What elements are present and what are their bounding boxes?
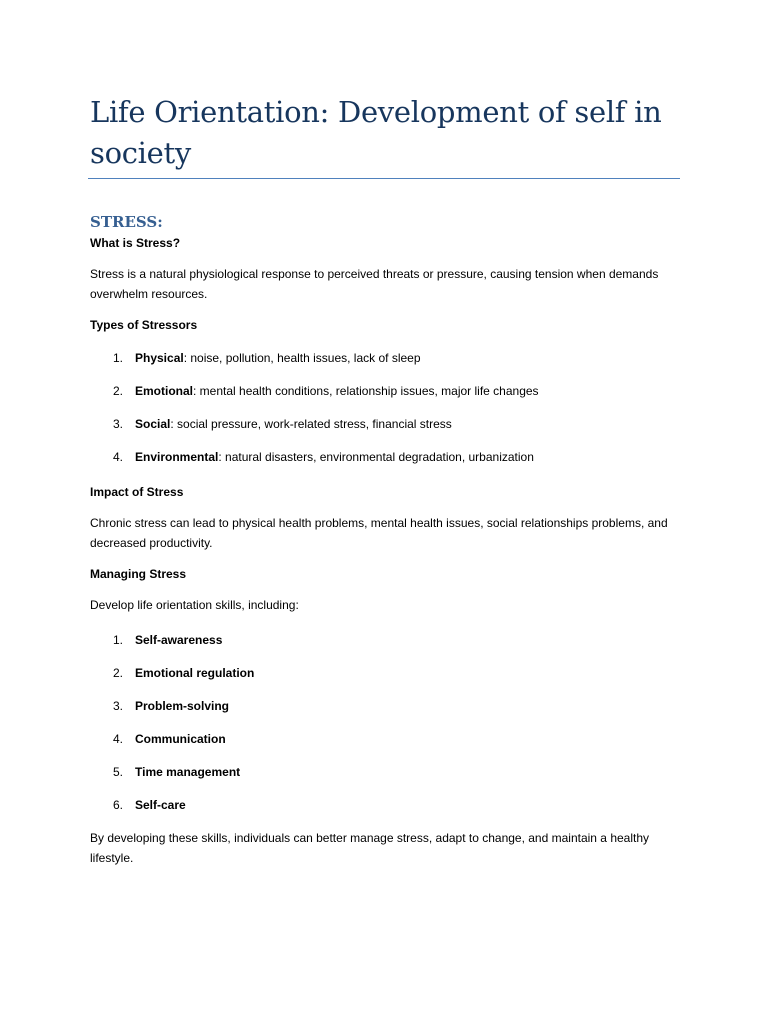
list-term: Social — [135, 417, 171, 431]
list-item — [90, 632, 680, 648]
list-item — [90, 731, 680, 747]
list-item — [90, 665, 680, 681]
list-term: Self-awareness — [135, 633, 223, 647]
list-number: 3. — [113, 417, 124, 431]
managing-intro: Develop life orientation skills, including: — [90, 598, 299, 612]
list-term: Self-care — [135, 798, 186, 812]
stress-definition: Stress is a natural physiological response to perceived threats or pressure, causing tension when demands overwhelm resources. — [90, 267, 659, 301]
list-number: 2. — [113, 666, 124, 680]
section-heading-stress: STRESS: — [90, 213, 163, 231]
skills-list — [90, 632, 680, 813]
list-item — [90, 449, 680, 465]
document-title: Life Orientation: Development of self in society — [90, 95, 662, 170]
list-description: : mental health conditions, relationship issues, major life changes — [193, 384, 539, 398]
list-number: 1. — [113, 633, 124, 647]
list-number: 1. — [113, 351, 124, 365]
list-number: 3. — [113, 699, 124, 713]
list-item — [90, 350, 680, 366]
list-description: : natural disasters, environmental degradation, urbanization — [218, 450, 534, 464]
stressor-types-list — [90, 350, 680, 465]
list-item — [90, 416, 680, 432]
list-item — [90, 764, 680, 780]
list-item — [90, 383, 680, 399]
subheading-impact-of-stress: Impact of Stress — [90, 485, 184, 499]
list-description: : noise, pollution, health issues, lack of sleep — [183, 351, 421, 365]
list-item — [90, 698, 680, 714]
list-term: Emotional regulation — [135, 666, 255, 680]
list-term: Time management — [135, 765, 241, 779]
list-number: 2. — [113, 384, 124, 398]
list-term: Emotional — [135, 384, 194, 398]
document-page — [90, 92, 680, 868]
impact-text: Chronic stress can lead to physical health problems, mental health issues, social relationships problems, and decreased productivity. — [90, 516, 668, 550]
list-number: 4. — [113, 450, 124, 464]
subheading-types-of-stressors: Types of Stressors — [90, 318, 198, 332]
list-term: Physical — [135, 351, 184, 365]
title-divider — [88, 178, 680, 179]
list-item — [90, 797, 680, 813]
list-term: Communication — [135, 732, 226, 746]
list-term: Environmental — [135, 450, 219, 464]
list-description: : social pressure, work-related stress, financial stress — [170, 417, 452, 431]
list-number: 6. — [113, 798, 124, 812]
list-term: Problem-solving — [135, 699, 230, 713]
conclusion-text: By developing these skills, individuals can better manage stress, adapt to change, and maintain a healthy lifestyle. — [90, 831, 650, 865]
list-number: 5. — [113, 765, 124, 779]
subheading-what-is-stress: What is Stress? — [90, 236, 181, 250]
subheading-managing-stress: Managing Stress — [90, 567, 187, 581]
list-number: 4. — [113, 732, 124, 746]
